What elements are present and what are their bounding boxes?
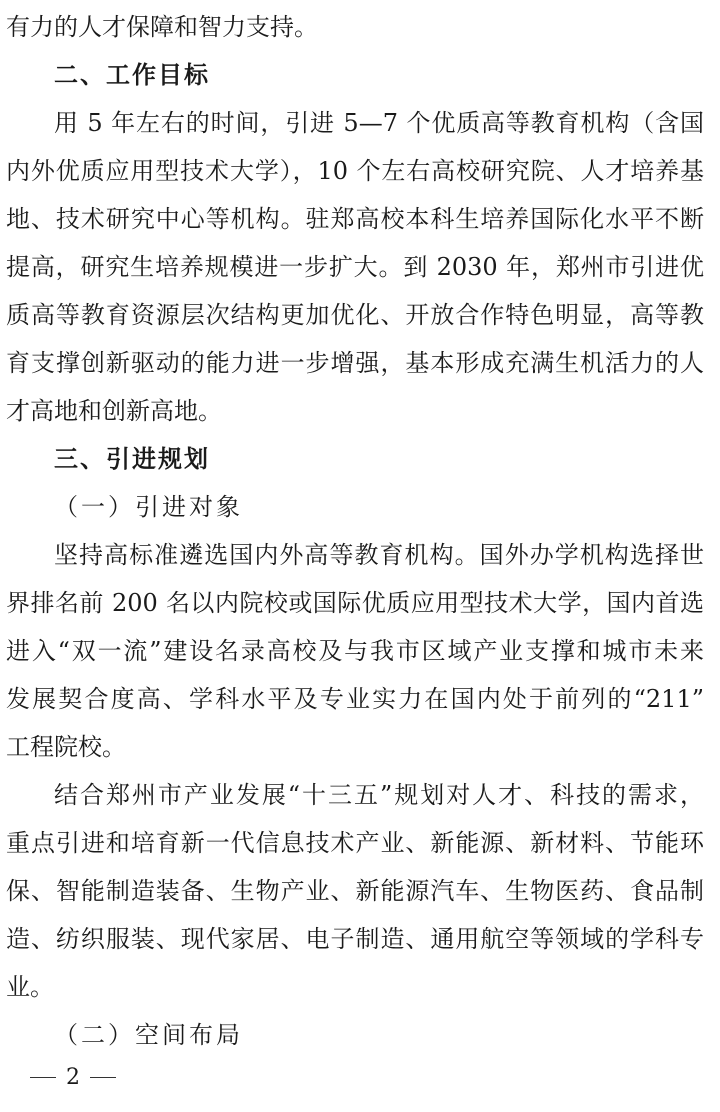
subsection-heading-layout: （二）空间布局 <box>54 1021 243 1049</box>
body-text-line: 坚持高标准遴选国内外高等教育机构。国外办学机构选择世 <box>54 541 704 569</box>
section-heading-plan: 三、引进规划 <box>54 445 210 473</box>
body-text-line: 保、智能制造装备、生物产业、新能源汽车、生物医药、食品制 <box>6 877 704 905</box>
body-text-line: 育支撑创新驱动的能力进一步增强，基本形成充满生机活力的人 <box>6 349 704 377</box>
footer-dash-right <box>90 1077 116 1078</box>
section-heading-work-goals: 二、工作目标 <box>54 61 210 89</box>
body-text-line: 界排名前 200 名以内院校或国际优质应用型技术大学，国内首选 <box>6 589 704 617</box>
body-text-line: 用 5 年左右的时间，引进 5—7 个优质高等教育机构（含国 <box>54 109 704 137</box>
body-text-line: 造、纺织服装、现代家居、电子制造、通用航空等领域的学科专 <box>6 925 704 953</box>
body-text-line: 质高等教育资源层次结构更加优化、开放合作特色明显，高等教 <box>6 301 704 329</box>
body-text-line: 业。 <box>6 973 54 1001</box>
body-text-line: 提高，研究生培养规模进一步扩大。到 2030 年，郑州市引进优 <box>6 253 704 281</box>
body-text-line: 发展契合度高、学科水平及专业实力在国内处于前列的“211” <box>6 685 704 713</box>
body-text-line: 地、技术研究中心等机构。驻郑高校本科生培养国际化水平不断 <box>6 205 704 233</box>
body-text-line: 内外优质应用型技术大学），10 个左右高校研究院、人才培养基 <box>6 157 704 185</box>
body-text-line: 工程院校。 <box>6 733 126 761</box>
subsection-heading-targets: （一）引进对象 <box>54 493 243 521</box>
body-text-line: 重点引进和培育新一代信息技术产业、新能源、新材料、节能环 <box>6 829 704 857</box>
footer-dash-left <box>30 1077 56 1078</box>
page-number: 2 <box>66 1064 80 1090</box>
body-text-line: 有力的人才保障和智力支持。 <box>6 13 318 41</box>
body-text-line: 才高地和创新高地。 <box>6 397 222 425</box>
body-text-line: 结合郑州市产业发展“十三五”规划对人才、科技的需求， <box>54 781 704 809</box>
body-text-line: 进入“双一流”建设名录高校及与我市区域产业支撑和城市未来 <box>6 637 704 665</box>
page-footer <box>20 1061 126 1093</box>
